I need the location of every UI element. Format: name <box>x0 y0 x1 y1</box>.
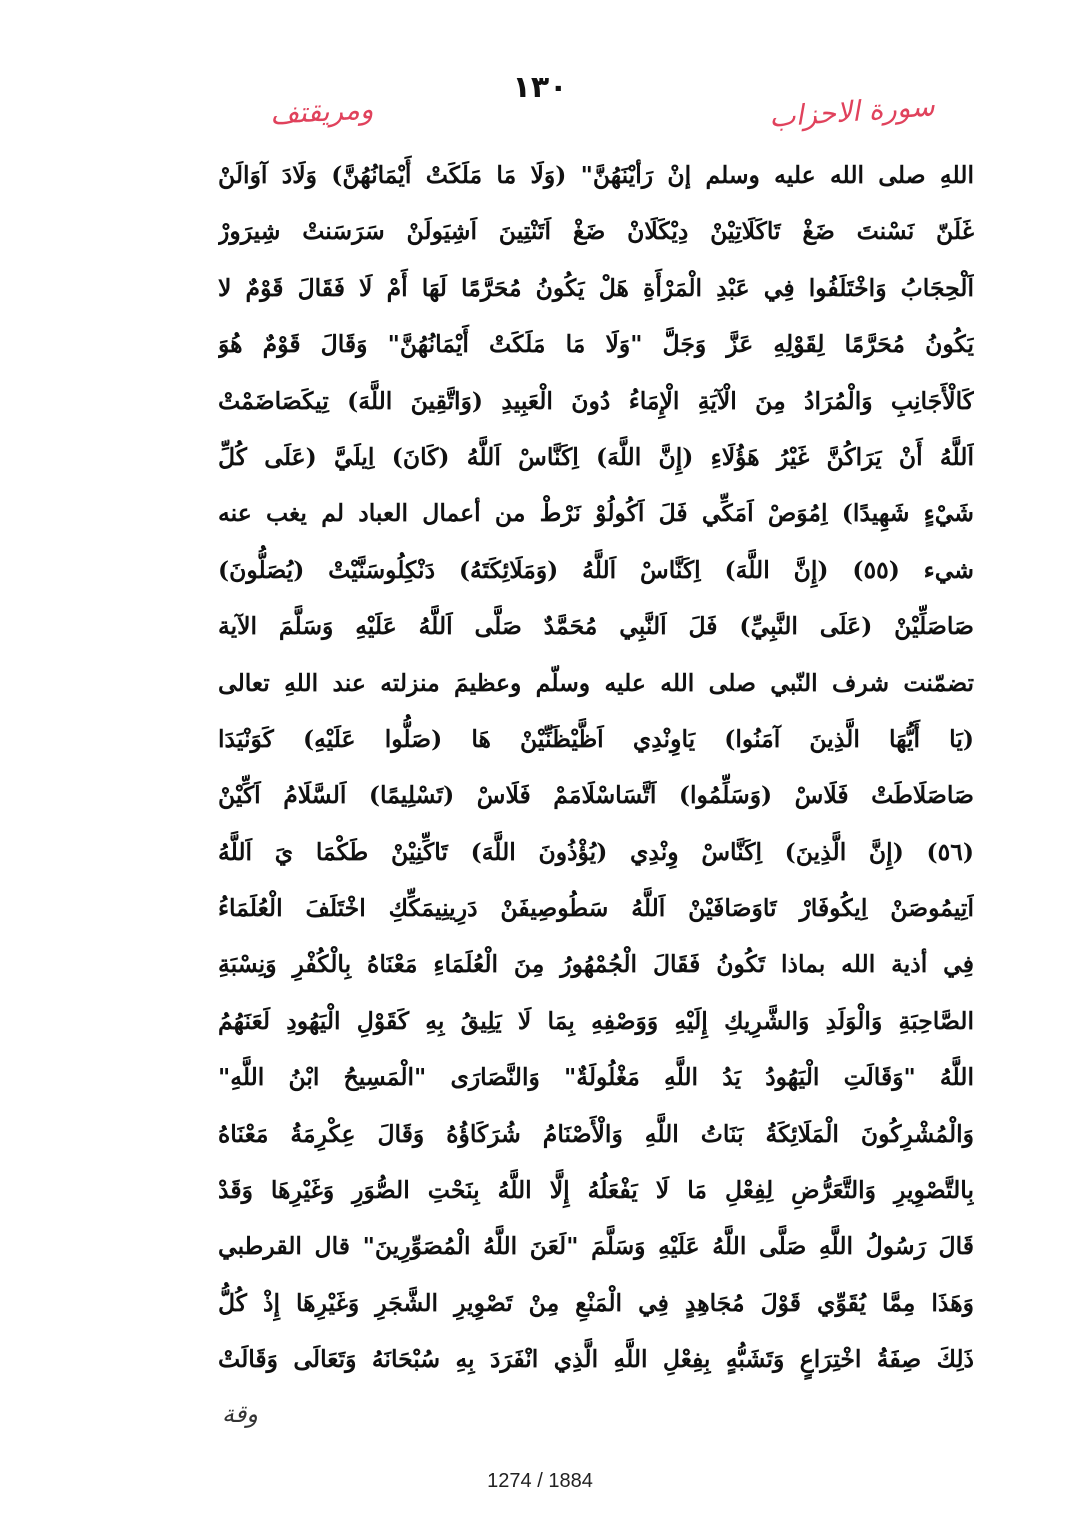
text-line: صَاصَلِّيْنْ (عَلَى النَّبِيِّ) فَلَ اَلنَّبِي مُحَمَّدٌ صَلَّى اَللَّهُ عَلَيْهِ وَسَلَّمَ الآية <box>218 612 974 641</box>
text-line: الصَّاحِبَةِ وَالْوَلَدِ وَالشَّرِيكِ إِلَيْهِ وَوَصْفِهِ بِمَا لَا يَلِيقُ بِهِ كَقَوْلِ الْيَهُودِ لَعَنَهُمُ <box>218 1006 974 1035</box>
text-line: قَالَ رَسُولُ اللَّهِ صَلَّى اللَّهُ عَلَيْهِ وَسَلَّمَ "لَعَنَ اللَّهُ الْمُصَوِّرِينَ" قال القرطبي <box>218 1232 974 1261</box>
text-line: اللهِ صلى الله عليه وسلم إنْ رَأيْنَهُنَّ" (وَلَا مَا مَلَكَتْ أَيْمَانُهُنَّ) وَلَادَ آوَالَنْ <box>218 161 974 189</box>
margin-note-surah: سورة الاحزاب <box>768 89 936 134</box>
text-line: (٥٦) (إِنَّ الَّذِينَ) اِكَنَّاسْ وِنْدِي (يُؤْذُونَ اللَّهَ) تَاكِّنِيْنْ طَكْمَا يَ اَللَّهُ <box>218 837 974 866</box>
text-line: صَاصَلَاطَتْ فَلَاسْ (وَسَلِّمُوا) اَتَّسَاسْلَامَمْ فَلَاسْ (تَسْلِيمًا) اَلسَّلَامُ اَكِّيْنْ <box>218 781 974 810</box>
text-line: يَكُونُ مُحَرَّمًا لِقَوْلِهِ عَزَّ وَجَلَّ "وَلَا مَا مَلَكَتْ أَيْمَانُهُنَّ" وَقَالَ قَوْمٌ هُوَ <box>218 330 974 359</box>
text-line: (يَا أَيُّهَا الَّذِينَ آمَنُوا) يَاوِنْدِي اَظَّيْظَنِّيْنْ هَا (صَلُّوا عَلَيْهِ) كَوَنْيَدَا <box>218 724 974 753</box>
text-line: كَالْأَجَانِبِ وَالْمُرَادُ مِنَ الْآيَةِ الْإِمَاءُ دُونَ الْعَبِيدِ (وَاتَّقِينَ اللَّهَ) تِيكَصَاضَمْتْ <box>218 386 974 415</box>
text-line: وَهَذَا مِمَّا يُقَوِّي قَوْلَ مُجَاهِدٍ فِي الْمَنْعِ مِنْ تَصْوِيرِ الشَّجَرِ وَغَيْرِهَا إِذْ كُلُّ <box>218 1288 974 1317</box>
text-line: اَتِيمُوصَنْ اِيكُوفَارْ تَاوَصَافَيْنْ اَللَّهُ سَطُوصِيفَنْ دَرِينِيمَكِّكِ اخْتَلَفَ الْعُلَمَاءُ <box>218 894 974 923</box>
page-indicator: 1274 / 1884 <box>487 1470 593 1492</box>
body-text <box>218 147 974 1388</box>
text-line: تضمّنت شرف النّبي صلى الله عليه وسلّم وعظيمَ منزلته عند اللهِ تعالى <box>218 668 974 697</box>
text-line: شَيْءٍ شَهِيدًا) اِمُوَصْ اَمَكِّي فَلَ اَكُولُوْ نَرْطْ من أعمال العباد لم يغب عنه <box>218 499 974 528</box>
catchword: وقة <box>222 1400 258 1428</box>
text-line: اللَّهُ "وَقَالَتِ الْيَهُودُ يَدُ اللَّهِ مَغْلُولَةٌ" وَالنَّصَارَى "الْمَسِيحُ ابْنُ اللَّهِ" <box>218 1063 974 1092</box>
text-line: اَللَّهُ أَنْ يَرَاكُنَّ غَيْرُ هَؤُلَاءِ (إِنَّ اللَّهَ) اِكَنَّاسْ اَللَّهُ (كَانَ) اِيلَيَّ (عَلَى كُلِّ <box>218 442 974 471</box>
text-line: بِالتَّصْوِيرِ وَالتَّعَرُّضِ لِفِعْلِ مَا لَا يَفْعَلُهُ إِلَّا اللَّهُ بِنَحْتِ الصُّوَرِ وَغَيْرِهَا وَقَدْ <box>218 1176 974 1205</box>
text-line: وَالْمُشْرِكُونَ الْمَلَائِكَةُ بَنَاتُ اللَّهِ وَالْأَصْنَامُ شُرَكَاؤُهُ وَقَالَ عِكْرِمَةُ مَعْنَاهُ <box>218 1119 974 1148</box>
text-line: ذَلِكَ صِفَةُ اخْتِرَاعٍ وَتَشَبُّهٍ بِفِعْلِ اللَّهِ الَّذِي انْفَرَدَ بِهِ سُبْحَانَهُ وَتَعَالَى وَقَالَتْ <box>218 1345 974 1374</box>
page-number: ١٣٠ <box>512 70 568 105</box>
text-line: غَلَنّ نَسْنتَ ضَغْ تَاكَلَاتِيْنْ دِيْكَلَانْ ضَغْ اَتَنْتِينَ اَشِيَولَنْ سَرَسَنتْ شِيرَورْ <box>218 217 974 246</box>
text-line: شيء (٥٥) (إِنَّ اللَّهَ) اِكَنَّاسْ اَللَّهُ (وَمَلَائِكَتَهُ) دَنْكِلُوسَنَّيْتْ (يُصَلُّونَ) <box>218 555 974 584</box>
text-line: فِي أذية الله بماذا تَكُونُ فَقَالَ الْجُمْهُورُ مِنَ الْعُلَمَاءِ مَعْنَاهُ بِالْكُفْرِ وَنِسْبَةِ <box>218 950 974 979</box>
text-line: اَلْحِجَابُ وَاخْتَلَفُوا فِي عَبْدِ الْمَرْأَةِ هَلْ يَكُونُ مُحَرَّمًا لَهَا أَمْ لَا فَقَالَ قَوْمٌ لا <box>218 273 974 302</box>
margin-note-handwritten: ومريقتف <box>269 92 375 131</box>
